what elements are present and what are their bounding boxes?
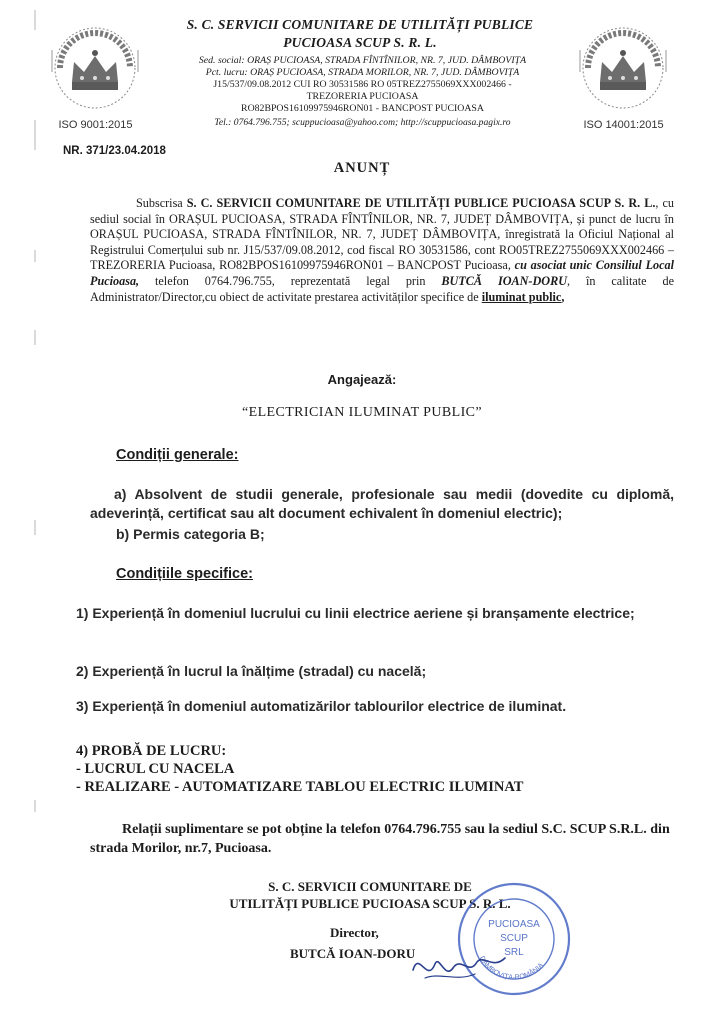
general-condition-a-text: a) Absolvent de studii generale, profesionale sau medii (dovedite cu diplomă, adeverință, certificat sau alt document echivalent în domeniul electric); xyxy=(90,486,674,521)
treasury-info: TREZORERIA PUCIOASA xyxy=(306,91,419,102)
work-test-title: 4) PROBĂ DE LUCRU: xyxy=(76,743,227,759)
registration-info: J15/537/09.08.2012 CUI RO 30531586 RO 05TREZ2755069XXX002466 - xyxy=(213,79,512,90)
stamp-company: SCUP xyxy=(500,933,528,944)
iso-14001-caption: ISO 14001:2015 xyxy=(583,119,664,131)
iso-9001-logo xyxy=(38,20,153,135)
stamp-ring-path: DÂMBOVIȚA-ROMÂNIA xyxy=(477,955,546,982)
work-test-item: - REALIZARE - AUTOMATIZARE TABLOU ELECTRIC ILUMINAT xyxy=(76,779,524,795)
stamp-city: PUCIOASA xyxy=(488,919,540,930)
additional-info xyxy=(90,820,670,858)
contact-info: Tel.: 0764.796.755; scuppucioasa@yahoo.com; http://scuppucioasa.pagix.ro xyxy=(214,117,511,128)
document-number: NR. 371/23.04.2018 xyxy=(63,145,166,157)
bank-info: RO82BPOS16109975946RON01 - BANCPOST PUCIOASA xyxy=(241,103,484,114)
intro-activity: iluminat public xyxy=(481,289,562,304)
stamp-form: SRL xyxy=(504,947,524,958)
intro-text: , în calitate de Administrator/Director,cu obiect de activitate prestarea activităților specifice de xyxy=(90,273,674,304)
work-test-section xyxy=(76,742,523,796)
signature-company-line1: S. C. SERVICII COMUNITARE DE xyxy=(268,879,472,894)
intro-text: , xyxy=(561,289,565,304)
company-name-line2: PUCIOASA SCUP S. R. L. xyxy=(283,35,437,50)
specific-condition-3: 3) Experiență în domeniul automatizărilor tablourilor electrice de iluminat. xyxy=(76,698,567,714)
registered-office: Sed. social: ORAȘ PUCIOASA, STRADA FÎNTÎNILOR, NR. 7, JUD. DÂMBOVIȚA xyxy=(198,55,527,66)
handwritten-signature xyxy=(405,940,515,990)
intro-text: Subscrisa xyxy=(136,196,183,210)
scan-margin-marks xyxy=(28,0,42,1024)
intro-representative: BUTCĂ IOAN-DORU xyxy=(441,273,568,288)
specific-conditions-heading: Condițiile specifice: xyxy=(116,566,253,582)
job-position: “ELECTRICIAN ILUMINAT PUBLIC” xyxy=(242,405,482,420)
crown-seal-icon xyxy=(38,20,153,120)
signature-company-line2: UTILITĂȚI PUBLICE PUCIOASA SCUP S. R. L. xyxy=(229,896,511,911)
specific-condition-2: 2) Experiență în lucrul la înălțime (stradal) cu nacelă; xyxy=(76,663,427,679)
iso-9001-caption: ISO 9001:2015 xyxy=(58,119,133,131)
intro-text: , cu sediul social în ORAȘUL PUCIOASA, STRADA FÎNTÎNILOR, NR. 7, JUDEȚ DÂMBOVIȚA, și punct de lucru în ORAȘUL PUCIOASA, STRADA FÎNTÎNILOR, NR. 7, JUDEȚ DÂMBOVIȚA, înregistrată la Oficiul Național al Registrului Comerțului sub nr. J15/537/09.08.2012, cod fiscal RO 30531586, cont RO05TREZ2755069XXX002466 – TREZORERIA Pucioasa, RO82BPOS16109975946RON01 – BANCPOST Pucioasa, xyxy=(90,196,674,273)
company-name-line1: S. C. SERVICII COMUNITARE DE UTILITĂȚI PUBLICE xyxy=(186,17,534,32)
intro-text: telefon 0764.796.755, reprezentată legal prin xyxy=(155,273,426,288)
intro-paragraph xyxy=(90,196,674,305)
intro-shareholder: cu asociat unic Consiliul Local Pucioasa, xyxy=(90,258,675,288)
intro-company-name: S. C. SERVICII COMUNITARE DE UTILITĂȚI PUBLICE PUCIOASA SCUP S. R. L. xyxy=(186,196,656,210)
work-test-item: - LUCRUL CU NACELA xyxy=(76,761,235,777)
specific-condition-1: 1) Experiență în domeniul lucrului cu linii electrice aeriene și branșamente electrice; xyxy=(76,605,635,621)
signatory-name: BUTCĂ IOAN-DORU xyxy=(290,946,416,961)
work-point: Pct. lucru: ORAȘ PUCIOASA, STRADA MORILOR, NR. 7, JUD. DÂMBOVIȚA xyxy=(205,67,520,78)
additional-info-text: Relații suplimentare se pot obține la telefon 0764.796.755 sau la sediul S.C. SCUP S.R.L. din strada Morilor, nr.7, Pucioasa. xyxy=(90,822,670,856)
hires-label: Angajează: xyxy=(327,372,397,387)
general-conditions-heading: Condiții generale: xyxy=(116,447,239,463)
document-title: ANUNȚ xyxy=(333,160,391,176)
general-condition-b: b) Permis categoria B; xyxy=(116,526,265,542)
crown-seal-icon xyxy=(566,20,681,120)
general-condition-a xyxy=(90,485,674,523)
iso-14001-logo xyxy=(566,20,681,135)
letterhead xyxy=(0,10,724,140)
signatory-role: Director, xyxy=(330,925,379,940)
